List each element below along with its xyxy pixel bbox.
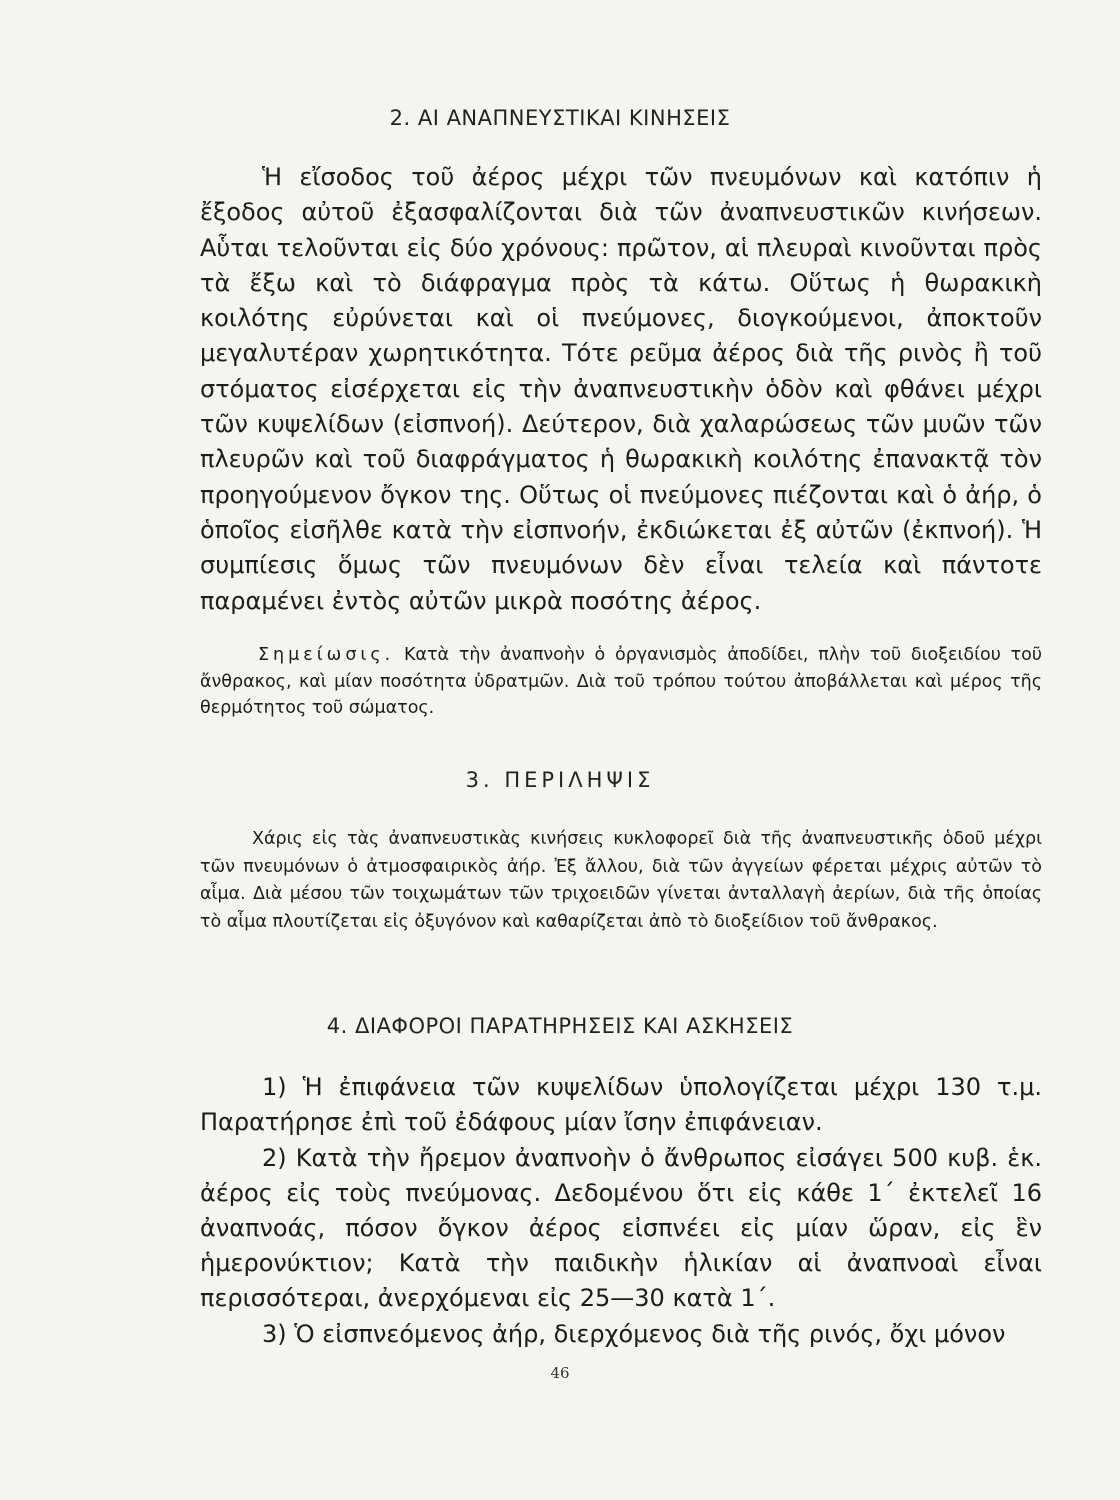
note-text: Κατὰ τὴν ἀναπνοὴν ὁ ὀργανισμὸς ἀποδίδει, πλὴν τοῦ διοξειδίου τοῦ ἄνθρακος, καὶ μίαν ποσότητα ὑδρατμῶν. Διὰ τοῦ τρόπου τούτου ἀποβάλλεται καὶ μέρος τῆς θερμότητος τοῦ σώματος. — [200, 645, 1042, 718]
exercise-3 — [200, 1317, 1042, 1352]
note-label: Σημείωσις. — [258, 645, 395, 665]
section-3-paragraph — [200, 826, 1042, 936]
section-2-paragraph — [200, 160, 1042, 619]
page-number: 46 — [550, 1364, 570, 1382]
section-3-text: Χάρις εἰς τὰς ἀναπνευστικὰς κινήσεις κυκλοφορεῖ διὰ τῆς ἀναπνευστικῆς ὁδοῦ μέχρι τῶν πνευμόνων ὁ ἀτμοσφαιρικὸς ἀήρ. Ἐξ ἄλλου, διὰ τῶν ἀγγείων φέρεται μέχρις αὐτῶν τὸ αἷμα. Διὰ μέσου τῶν τοιχωμάτων τῶν τριχοειδῶν γίνεται ἀνταλλαγὴ ἀερίων, διὰ τῆς ὁποίας τὸ αἷμα πλουτίζεται εἰς ὀξυγόνον καὶ καθαρίζεται ἀπὸ τὸ διοξείδιον τοῦ ἄνθρακος. — [200, 829, 1042, 932]
section-4-heading: 4. ΔΙΑΦΟΡΟΙ ΠΑΡΑΤΗΡΗΣΕΙΣ ΚΑΙ ΑΣΚΗΣΕΙΣ — [326, 1014, 794, 1038]
section-2-text: Ἡ εἴσοδος τοῦ ἀέρος μέχρι τῶν πνευμόνων καὶ κατόπιν ἡ ἔξοδος αὐτοῦ ἐξασφαλίζονται διὰ τῶν ἀναπνευστικῶν κινήσεων. Αὗται τελοῦνται εἰς δύο χρόνους: πρῶτον, αἱ πλευραὶ κινοῦνται πρὸς τὰ ἔξω καὶ τὸ διάφραγμα πρὸς τὰ κάτω. Οὕτως ἡ θωρακικὴ κοιλότης εὐρύνεται καὶ οἱ πνεύμονες, διογκούμενοι, ἀποκτοῦν μεγαλυτέραν χωρητικότητα. Τότε ρεῦμα ἀέρος διὰ τῆς ρινὸς ἢ τοῦ στόματος εἰσέρχεται εἰς τὴν ἀναπνευστικὴν ὁδὸν καὶ φθάνει μέχρι τῶν κυψελίδων (εἰσπνοή). Δεύτερον, διὰ χαλαρώσεως τῶν μυῶν τῶν πλευρῶν καὶ τοῦ διαφράγματος ἡ θωρακικὴ κοιλότης ἐπανακτᾷ τὸν προηγούμενον ὄγκον της. Οὕτως οἱ πνεύμονες πιέζονται καὶ ὁ ἀήρ, ὁ ὁποῖος εἰσῆλθε κατὰ τὴν εἰσπνοήν, ἐκδιώκεται ἐξ αὐτῶν (ἐκπνοή). Ἡ συμπίεσις ὅμως τῶν πνευμόνων δὲν εἶναι τελεία καὶ πάντοτε παραμένει ἐντὸς αὐτῶν μικρὰ ποσότης ἀέρος. — [200, 163, 1042, 615]
exercise-2 — [200, 1141, 1042, 1316]
note-paragraph — [200, 642, 1042, 722]
exercise-2-text: 2) Κατὰ τὴν ἤρεμον ἀναπνοὴν ὁ ἄνθρωπος εἰσάγει 500 κυβ. ἑκ. ἀέρος εἰς τοὺς πνεύμονας. Δεδομένου ὅτι εἰς κάθε 1΄ ἐκτελεῖ 16 ἀναπνοάς, πόσον ὄγκον ἀέρος εἰσπνέει εἰς μίαν ὥραν, εἰς ἓν ἡμερονύκτιον; Κατὰ τὴν παιδικὴν ἡλικίαν αἱ ἀναπνοαὶ εἶναι περισσότεραι, ἀνερχόμεναι εἰς 25—30 κατὰ 1΄. — [200, 1144, 1042, 1312]
exercise-1-text: 1) Ἡ ἐπιφάνεια τῶν κυψελίδων ὑπολογίζεται μέχρι 130 τ.μ. Παρατήρησε ἐπὶ τοῦ ἐδάφους μίαν ἴσην ἐπιφάνειαν. — [200, 1073, 1042, 1136]
section-3-heading: 3. ΠΕΡΙΛΗΨΙΣ — [465, 768, 655, 792]
exercise-3-text: 3) Ὁ εἰσπνεόμενος ἀήρ, διερχόμενος διὰ τῆς ρινός, ὄχι μόνον — [262, 1320, 1006, 1348]
section-2-heading: 2. ΑΙ ΑΝΑΠΝΕΥΣΤΙΚΑΙ ΚΙΝΗΣΕΙΣ — [389, 106, 731, 130]
exercise-1 — [200, 1070, 1042, 1140]
